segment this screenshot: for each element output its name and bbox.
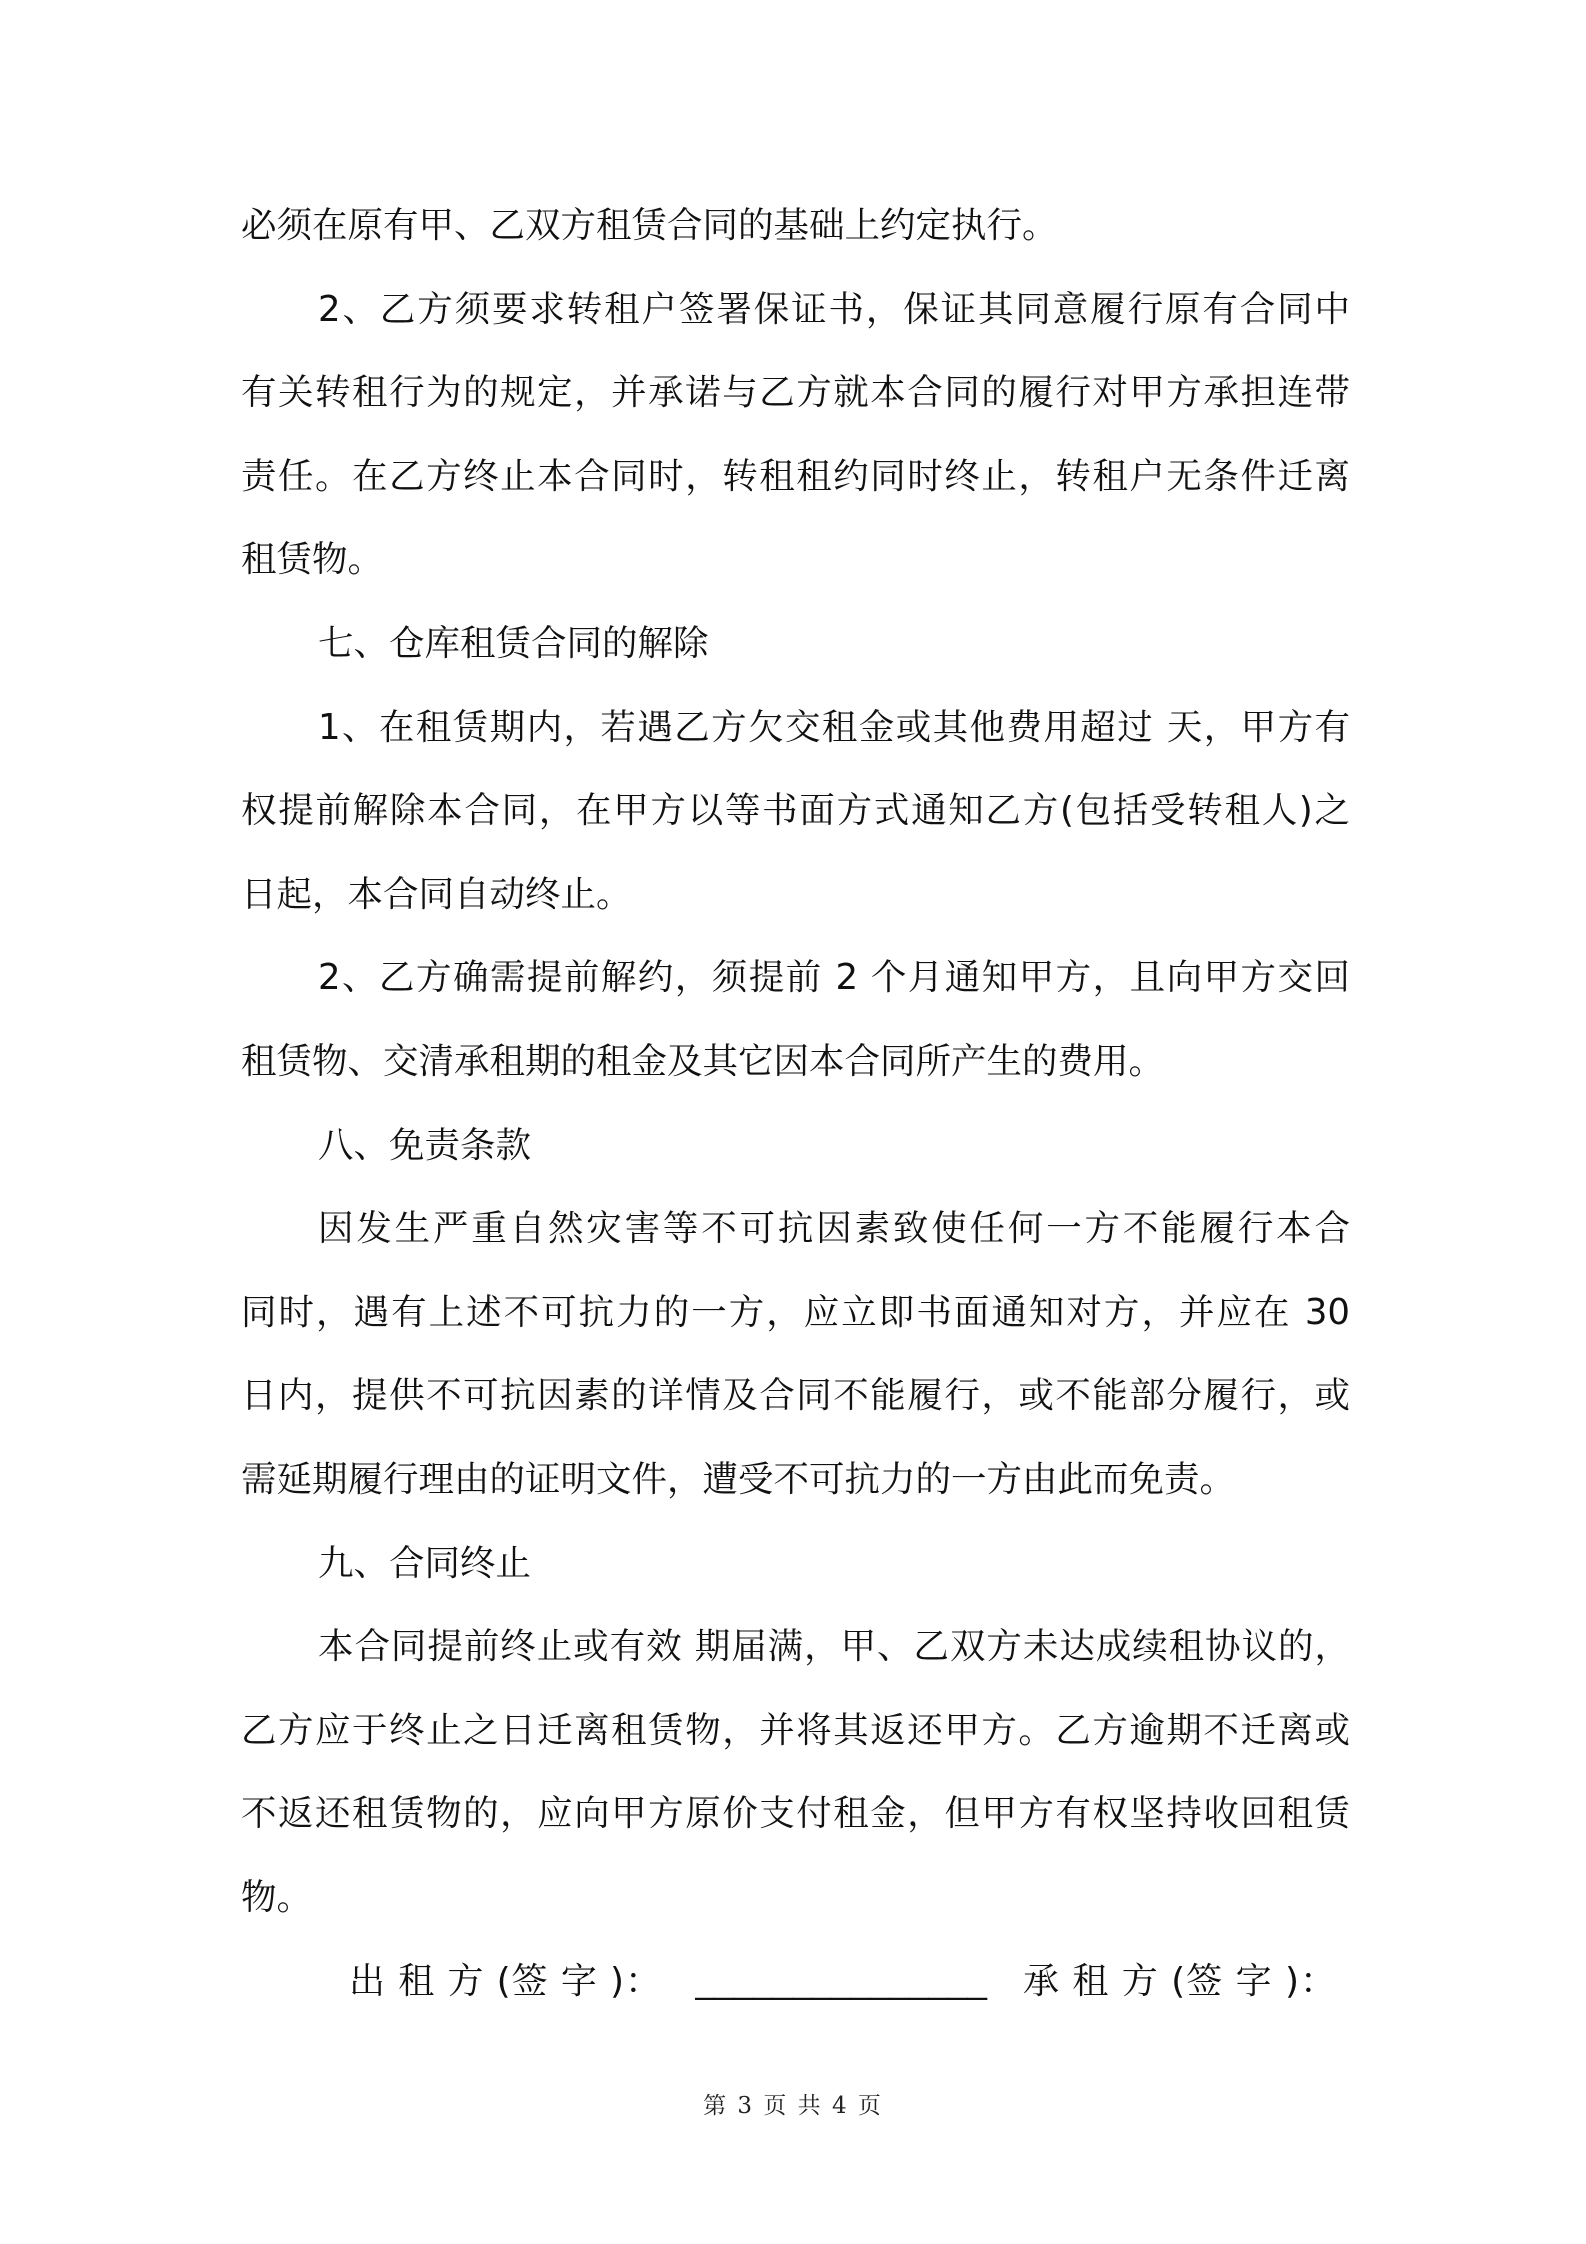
section-heading-9 xyxy=(241,1522,1350,1606)
body-line: 日起，本合同自动终止。 xyxy=(241,873,632,915)
body-line: 本合同提前终止或有效 期届满，甲、乙双方未达成续租协议的， xyxy=(318,1626,1350,1668)
body-line: 1、在租赁期内，若遇乙方欠交租金或其他费用超过 天，甲方有 xyxy=(318,706,1350,748)
body-line: 权提前解除本合同，在甲方以等书面方式通知乙方(包括受转租人)之 xyxy=(241,790,1350,832)
document-body xyxy=(241,184,1350,1939)
body-line: 日内，提供不可抗因素的详情及合同不能履行，或不能部分履行，或 xyxy=(241,1375,1350,1417)
body-line: 责任。在乙方终止本合同时，转租租约同时终止，转租户无条件迁离 xyxy=(241,455,1350,497)
clause-paragraph xyxy=(241,1187,1350,1521)
body-line: 租赁物。 xyxy=(241,539,384,581)
body-line: 因发生严重自然灾害等不可抗因素致使任何一方不能履行本合 xyxy=(318,1208,1350,1250)
section-heading-7 xyxy=(241,602,1350,686)
body-line: 必须在原有甲、乙双方租赁合同的基础上约定执行。 xyxy=(241,205,1058,246)
signature-row xyxy=(0,1957,1586,2007)
section-heading: 八、免责条款 xyxy=(318,1124,532,1166)
lessee-signature-label: 承 租 方 (签 字 )： xyxy=(1023,1961,1336,2002)
body-line: 同时，遇有上述不可抗力的一方，应立即书面通知对方，并应在 30 xyxy=(241,1291,1350,1333)
section-heading: 九、合同终止 xyxy=(318,1542,532,1584)
page-number-footer: 第 3 页 共 4 页 xyxy=(703,2093,883,2119)
lessor-signature-label: 出 租 方 (签 字 )： xyxy=(349,1961,661,2002)
body-line: 2、乙方须要求转租户签署保证书，保证其同意履行原有合同中 xyxy=(318,288,1350,330)
body-line: 有关转租行为的规定，并承诺与乙方就本合同的履行对甲方承担连带 xyxy=(241,372,1350,414)
clause-paragraph xyxy=(241,1605,1350,1939)
body-line: 租赁物、交清承租期的租金及其它因本合同所产生的费用。 xyxy=(241,1040,1165,1082)
body-line: 需延期履行理由的证明文件，遭受不可抗力的一方由此而免责。 xyxy=(241,1458,1236,1500)
body-line: 物。 xyxy=(241,1876,313,1918)
section-heading-8 xyxy=(241,1104,1350,1188)
clause-paragraph xyxy=(241,268,1350,602)
clause-paragraph xyxy=(241,936,1350,1103)
body-line: 不返还租赁物的，应向甲方原价支付租金，但甲方有权坚持收回租赁 xyxy=(241,1793,1350,1835)
body-line: 乙方应于终止之日迁离租赁物，并将其返还甲方。乙方逾期不迁离或 xyxy=(241,1709,1350,1751)
continuation-paragraph xyxy=(241,184,1350,268)
clause-paragraph xyxy=(241,686,1350,937)
signature-blank-line: _______________ xyxy=(695,1962,987,2001)
body-line: 2、乙方确需提前解约，须提前 2 个月通知甲方，且向甲方交回 xyxy=(318,957,1350,999)
section-heading: 七、仓库租赁合同的解除 xyxy=(318,622,709,664)
